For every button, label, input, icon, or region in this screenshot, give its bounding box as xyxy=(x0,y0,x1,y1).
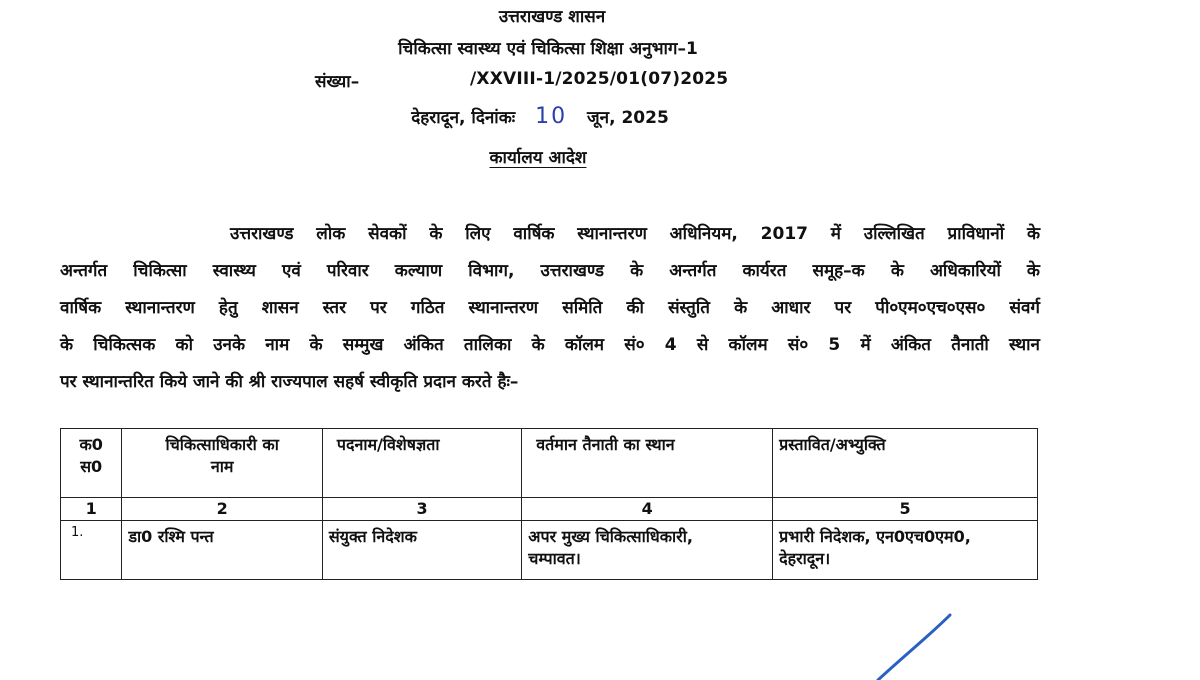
signature-stroke xyxy=(850,600,970,680)
column-number: 5 xyxy=(773,498,1038,521)
government-heading: उत्तराखण्ड शासन xyxy=(498,7,606,27)
row-sno: 1. xyxy=(61,521,122,580)
row-designation: संयुक्त निदेशक xyxy=(322,521,521,580)
table-row xyxy=(61,521,1038,580)
row-proposed: प्रभारी निदेशक, एन0एच0एम0, देहरादून। xyxy=(773,521,1038,580)
table-header-row xyxy=(61,429,1038,498)
column-number: 3 xyxy=(322,498,521,521)
header-proposed: प्रस्तावित/अभ्युक्ति xyxy=(773,429,1038,498)
number-value: /XXVIII-1/2025/01(07)2025 xyxy=(470,69,729,89)
paragraph-line: अन्तर्गत चिकित्सा स्वास्थ्य एवं परिवार कल्याण विभाग, उत्तराखण्ड के अन्तर्गत कार्यरत समूह–क के अधिकारियों के xyxy=(60,261,1040,281)
header-sno: क0 स0 xyxy=(61,429,122,498)
column-number: 4 xyxy=(522,498,773,521)
place-date-label: देहरादून, दिनांकः xyxy=(411,108,516,128)
paragraph-line: पर स्थानान्तरित किये जाने की श्री राज्यपाल सहर्ष स्वीकृति प्रदान करते हैः– xyxy=(60,372,519,392)
paragraph-line: के चिकित्सक को उनके नाम के सम्मुख अंकित तालिका के कॉलम सं० 4 से कॉलम सं० 5 में अंकित तैनाती स्थान xyxy=(60,335,1040,355)
order-paragraph xyxy=(60,216,1040,401)
number-label: संख्या– xyxy=(315,72,360,92)
column-number: 1 xyxy=(61,498,122,521)
row-name: डा0 रश्मि पन्त xyxy=(122,521,322,580)
paragraph-line: उत्तराखण्ड लोक सेवकों के लिए वार्षिक स्थानान्तरण अधिनियम, 2017 में उल्लिखित प्राविधानों के xyxy=(230,224,1040,244)
handwritten-day: 10 xyxy=(535,104,568,129)
column-number: 2 xyxy=(122,498,322,521)
month-year: जून, 2025 xyxy=(587,108,669,128)
place-date-line xyxy=(0,104,1140,129)
header-name: चिकित्साधिकारी का नाम xyxy=(122,429,322,498)
column-number-row xyxy=(61,498,1038,521)
header-designation: पदनाम/विशेषज्ञता xyxy=(322,429,521,498)
section-heading: चिकित्सा स्वास्थ्य एवं चिकित्सा शिक्षा अनुभाग–1 xyxy=(398,39,698,59)
row-current-posting: अपर मुख्य चिकित्साधिकारी, चम्पावत। xyxy=(522,521,773,580)
order-title: कार्यालय आदेश xyxy=(489,148,587,168)
header-current-posting: वर्तमान तैनाती का स्थान xyxy=(522,429,773,498)
paragraph-line: वार्षिक स्थानान्तरण हेतु शासन स्तर पर गठित स्थानान्तरण समिति की संस्तुति के आधार पर पी०एम०एच०एस० संवर्ग xyxy=(60,298,1040,318)
transfer-table xyxy=(60,428,1038,580)
